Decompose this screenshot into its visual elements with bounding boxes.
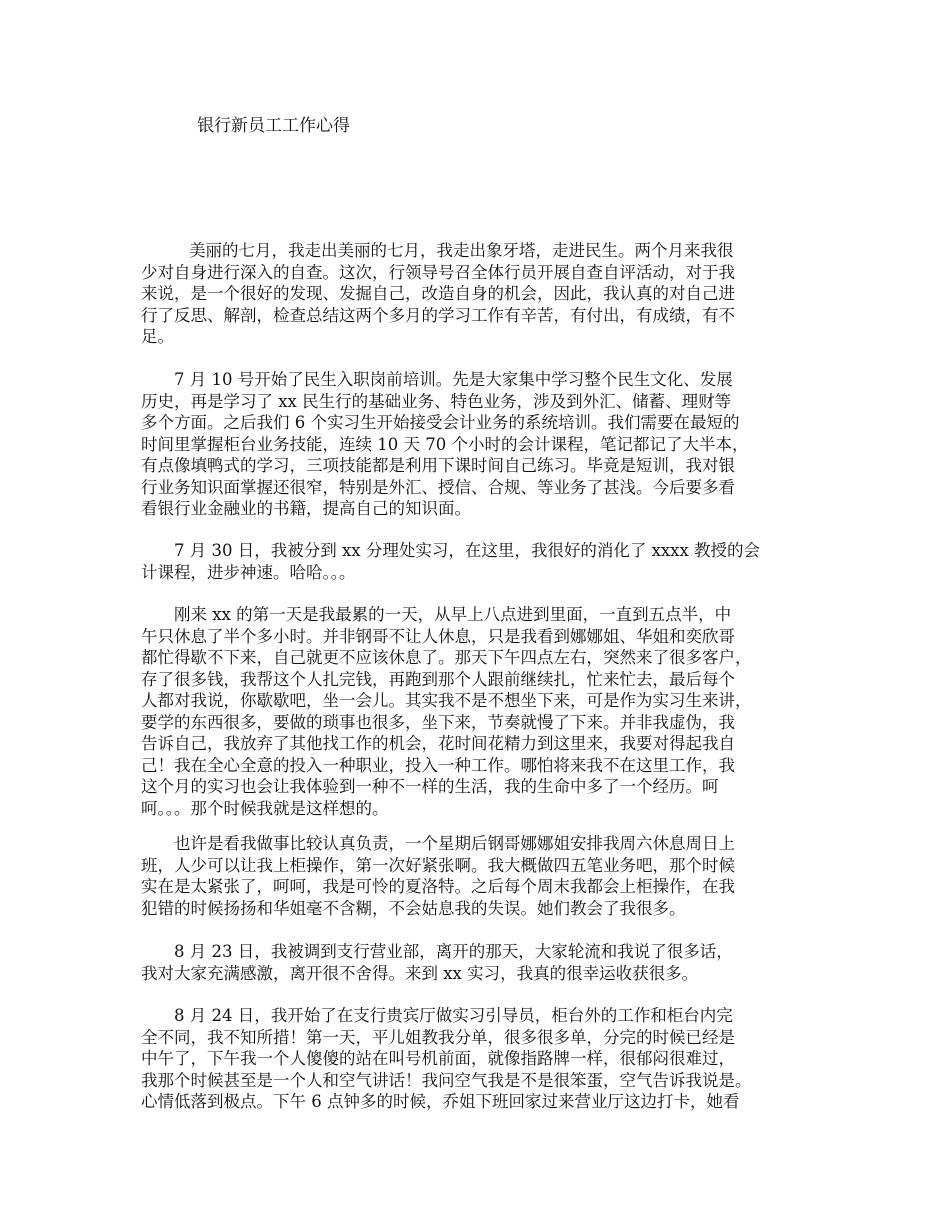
paragraph-line: 历史，再是学习了 xx 民生行的基础业务、特色业务，涉及到外汇、储蓄、理财等 bbox=[141, 391, 732, 411]
paragraph-4 bbox=[141, 604, 831, 819]
paragraph-line: 告诉自己，我放弃了其他找工作的机会，花时间花精力到这里来，我要对得起我自 bbox=[141, 734, 735, 753]
paragraph-line: 班，人少可以让我上柜操作，第一次好紧张啊。我大概做四五笔业务吧，那个时候 bbox=[141, 855, 735, 875]
paragraph-line: 中午了，下午我一个人傻傻的站在叫号机前面，就像指路牌一样，很郁闷很难过， bbox=[141, 1049, 735, 1068]
paragraph-5 bbox=[141, 833, 831, 919]
paragraph-line: 要学的东西很多，要做的琐事也很多，坐下来，节奏就慢了下来。并非我虚伪，我 bbox=[141, 712, 735, 732]
paragraph-1 bbox=[141, 240, 831, 348]
paragraph-7 bbox=[141, 1005, 831, 1113]
paragraph-line: 多个方面。之后我们 6 个实习生开始接受会计业务的系统培训。我们需要在最短的 bbox=[141, 413, 740, 432]
paragraph-line: 有点像填鸭式的学习，三项技能都是利用下课时间自己练习。毕竟是短训，我对银 bbox=[141, 456, 735, 475]
paragraph-line: 己！我在全心全意的投入一种职业，投入一种工作。哪怕将来我不在这里工作，我 bbox=[141, 755, 735, 775]
paragraph-line: 行了反思、解剖，检查总结这两个多月的学习工作有辛苦，有付出，有成绩，有不 bbox=[141, 305, 735, 325]
paragraph-line: 这个月的实习也会让我体验到一种不一样的生活，我的生命中多了一个经历。呵 bbox=[141, 777, 719, 796]
paragraph-line: 计课程，进步神速。哈哈。。。 bbox=[141, 562, 356, 582]
paragraph-line: 人都对我说，你歇歇吧，坐一会儿。其实我不是不想坐下来，可是作为实习生来讲， bbox=[141, 691, 752, 710]
paragraph-line: 行业务知识面掌握还很窄，特别是外汇、授信、合规、等业务了甚浅。今后要多看 bbox=[141, 477, 735, 497]
paragraph-line: 全不同，我不知所措！第一天，平儿姐教我分单，很多很多单，分完的时候已经是 bbox=[141, 1027, 735, 1047]
paragraph-line: 我那个时候甚至是一个人和空气讲话！我问空气我是不是很笨蛋，空气告诉我说是。 bbox=[141, 1070, 752, 1090]
paragraph-line: 8 月 24 日，我开始了在支行贵宾厅做实习引导员，柜台外的工作和柜台内完 bbox=[174, 1006, 733, 1025]
paragraph-line: 7 月 30 日，我被分到 xx 分理处实习，在这里，我很好的消化了 xxxx 教授的会 bbox=[174, 541, 761, 560]
paragraph-line: 也许是看我做事比较认真负责，一个星期后钢哥娜娜姐安排我周六休息周日上 bbox=[174, 834, 735, 853]
paragraph-3 bbox=[141, 540, 831, 583]
paragraph-line: 少对自身进行深入的自查。这次，行领导号召全体行员开展自查自评活动，对于我 bbox=[141, 262, 735, 282]
paragraph-line: 7 月 10 号开始了民生入职岗前培训。先是大家集中学习整个民生文化、发展 bbox=[174, 370, 733, 389]
paragraph-line: 实在是太紧张了，呵呵，我是可怜的夏洛特。之后每个周末我都会上柜操作，在我 bbox=[141, 877, 735, 896]
document-title: 银行新员工工作心得 bbox=[197, 116, 350, 136]
paragraph-line: 来说，是一个很好的发现、发掘自己，改造自身的机会，因此，我认真的对自己进 bbox=[141, 284, 735, 303]
paragraph-line: 时间里掌握柜台业务技能，连续 10 天 70 个小时的会计课程，笔记都记了大半本， bbox=[141, 434, 749, 454]
paragraph-line: 看银行业金融业的书籍，提高自己的知识面。 bbox=[141, 499, 471, 518]
paragraph-line: 刚来 xx 的第一天是我最累的一天，从早上八点进到里面，一直到五点半，中 bbox=[174, 605, 732, 624]
paragraph-line: 足。 bbox=[141, 327, 174, 346]
paragraph-line: 心情低落到极点。下午 6 点钟多的时候，乔姐下班回家过来营业厅这边打卡，她看 bbox=[141, 1092, 740, 1111]
paragraph-6 bbox=[141, 941, 831, 984]
paragraph-2 bbox=[141, 369, 831, 520]
paragraph-line: 美丽的七月，我走出美丽的七月，我走出象牙塔，走进民生。两个月来我很 bbox=[189, 241, 734, 260]
paragraph-line: 午只休息了半个多小时。并非钢哥不让人休息，只是我看到娜娜姐、华姐和奕欣哥 bbox=[141, 626, 735, 646]
paragraph-line: 存了很多钱，我帮这个人扎完钱，再跑到那个人跟前继续扎，忙来忙去，最后每个 bbox=[141, 669, 735, 689]
paragraph-line: 都忙得歇不下来，自己就更不应该休息了。那天下午四点左右，突然来了很多客户， bbox=[141, 648, 752, 667]
paragraph-line: 犯错的时候扬扬和华姐毫不含糊，不会姑息我的失误。她们教会了我很多。 bbox=[141, 898, 686, 918]
paragraph-line: 8 月 23 日，我被调到支行营业部，离开的那天，大家轮流和我说了很多话， bbox=[174, 942, 733, 961]
paragraph-line: 呵。。。那个时候我就是这样想的。 bbox=[141, 798, 389, 818]
paragraph-line: 我对大家充满感激，离开很不舍得。来到 xx 实习，我真的很幸运收获很多。 bbox=[141, 963, 699, 983]
